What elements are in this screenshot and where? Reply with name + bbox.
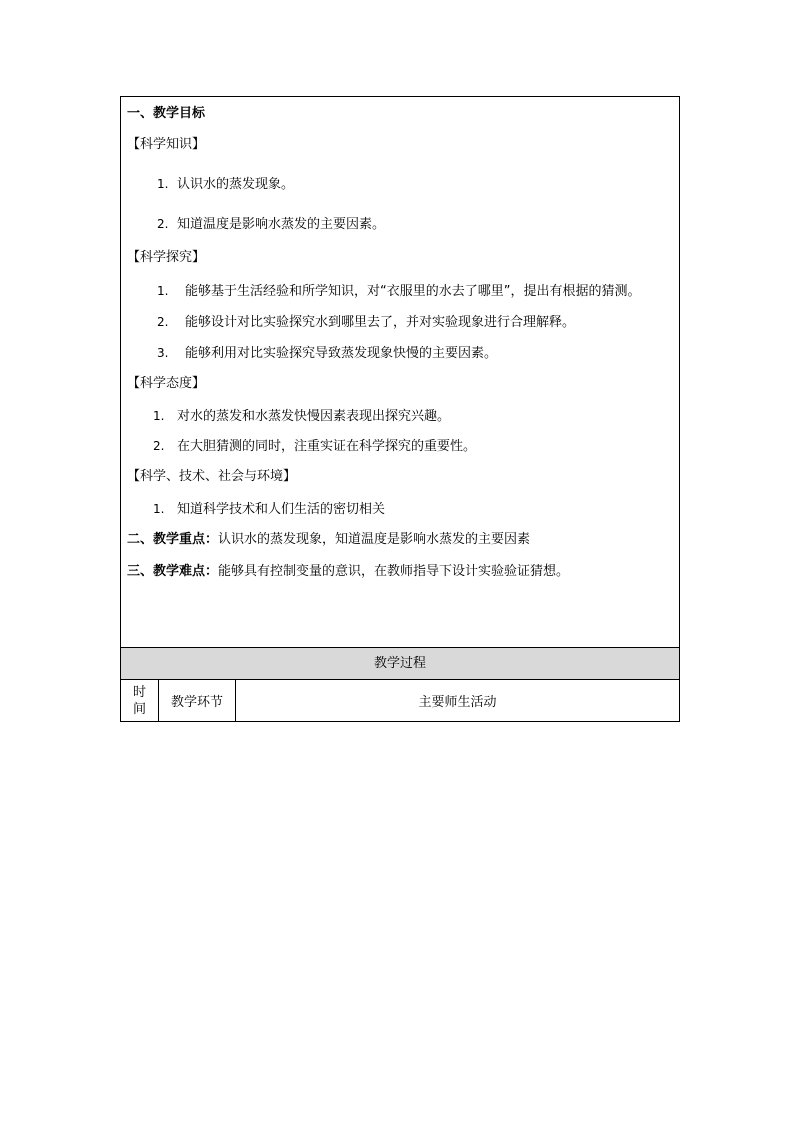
column-time-line1: 时 — [132, 684, 146, 700]
list-item — [157, 314, 575, 331]
heading-sts: 【科学、技术、社会与环境】 — [127, 469, 297, 484]
list-text: 能够基于生活经验和所学知识，对“衣服里的水去了哪里”，提出有根据的猜测。 — [185, 284, 641, 299]
list-item — [157, 216, 385, 233]
list-number: 2. — [153, 439, 165, 453]
difficult-point-label: 三、教学难点： — [127, 564, 219, 579]
list-number: 1. — [157, 177, 169, 191]
heading-inquiry: 【科学探究】 — [127, 250, 206, 265]
column-time — [121, 680, 159, 721]
list-number: 1. — [153, 409, 165, 423]
list-item — [153, 408, 450, 425]
column-step: 教学环节 — [159, 680, 236, 721]
list-item — [153, 501, 385, 518]
heading-attitude: 【科学态度】 — [127, 376, 206, 391]
teaching-goals-cell — [121, 97, 679, 647]
list-number: 2. — [157, 315, 169, 329]
list-text: 在大胆猜测的同时，注重实证在科学探究的重要性。 — [177, 439, 477, 454]
difficult-point-text: 能够具有控制变量的意识，在教师指导下设计实验验证猜想。 — [218, 564, 570, 579]
process-header: 教学过程 — [121, 647, 679, 679]
key-point-label: 二、教学重点： — [127, 532, 219, 547]
list-text: 对水的蒸发和水蒸发快慢因素表现出探究兴趣。 — [177, 409, 451, 424]
lesson-plan-table — [120, 96, 680, 722]
list-item — [153, 438, 476, 455]
list-item — [157, 345, 497, 362]
list-item — [157, 283, 640, 300]
list-text: 知道温度是影响水蒸发的主要因素。 — [177, 217, 386, 232]
list-number: 3. — [157, 346, 169, 360]
column-activity: 主要师生活动 — [418, 695, 497, 710]
process-column-headers — [121, 679, 679, 721]
list-text: 能够设计对比实验探究水到哪里去了，并对实验现象进行合理解释。 — [185, 315, 576, 330]
list-item — [157, 176, 294, 193]
list-text: 认识水的蒸发现象。 — [177, 177, 295, 192]
list-text: 能够利用对比实验探究导致蒸发现象快慢的主要因素。 — [185, 346, 498, 361]
section-title-goals: 一、教学目标 — [127, 106, 206, 121]
list-number: 2. — [157, 217, 169, 231]
key-point — [127, 532, 530, 548]
list-text: 知道科学技术和人们生活的密切相关 — [177, 502, 386, 517]
key-point-text: 认识水的蒸发现象，知道温度是影响水蒸发的主要因素 — [218, 532, 531, 547]
difficult-point — [127, 564, 569, 580]
heading-knowledge: 【科学知识】 — [127, 137, 206, 152]
list-number: 1. — [157, 284, 169, 298]
list-number: 1. — [153, 502, 165, 516]
column-time-line2: 间 — [132, 701, 146, 717]
